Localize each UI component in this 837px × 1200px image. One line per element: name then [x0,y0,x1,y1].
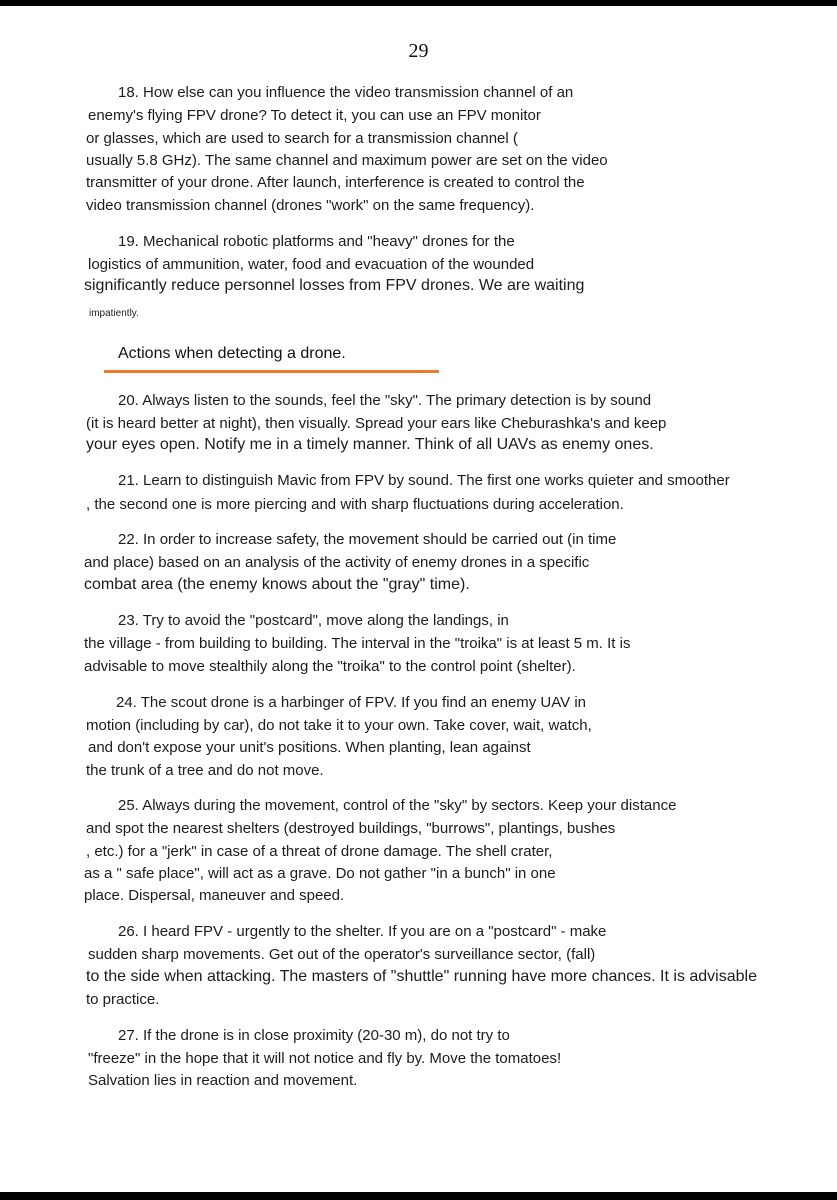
section-heading: Actions when detecting a drone. [118,345,346,362]
p18-line-6: video transmission channel (drones "work" on the same frequency). [86,197,535,214]
p18-line-1: 18. How else can you influence the video transmission channel of an [118,84,574,101]
p26-line-2: sudden sharp movements. Get out of the operator's surveillance sector, (fall) [88,946,596,963]
p25-line-1: 25. Always during the movement, control of the "sky" by sectors. Keep your distance [118,797,677,814]
p21-line-1: 21. Learn to distinguish Mavic from FPV by sound. The first one works quieter and smoother [118,472,730,489]
p21-line-2: , the second one is more piercing and with sharp fluctuations during acceleration. [86,496,624,513]
p26-line-4: to practice. [86,991,160,1008]
p23-line-3: advisable to move stealthily along the "troika" to the control point (shelter). [84,658,576,675]
p18-line-4: usually 5.8 GHz). The same channel and maximum power are set on the video [86,152,608,169]
p25-line-4: as a " safe place", will act as a grave. Do not gather "in a bunch" in one [84,865,556,882]
p19-line-3: significantly reduce personnel losses from FPV drones. We are waiting [84,277,585,294]
p23-line-1: 23. Try to avoid the "postcard", move along the landings, in [118,612,509,629]
p25-line-2: and spot the nearest shelters (destroyed buildings, "burrows", plantings, bushes [86,820,616,837]
p24-line-3: and don't expose your unit's positions. When planting, lean against [88,739,531,756]
page-number: 29 [408,40,429,62]
p24-line-1: 24. The scout drone is a harbinger of FPV. If you find an enemy UAV in [116,694,586,711]
p27-line-1: 27. If the drone is in close proximity (20-30 m), do not try to [118,1027,510,1044]
heading-underline [104,370,439,373]
p20-line-3: your eyes open. Notify me in a timely manner. Think of all UAVs as enemy ones. [86,436,654,453]
p22-line-2: and place) based on an analysis of the activity of enemy drones in a specific [84,554,590,571]
p22-line-1: 22. In order to increase safety, the movement should be carried out (in time [118,531,617,548]
p27-line-2: "freeze" in the hope that it will not notice and fly by. Move the tomatoes! [88,1050,562,1067]
p23-line-2: the village - from building to building. The interval in the "troika" is at least 5 m. It is [84,635,631,652]
p19-line-2: logistics of ammunition, water, food and evacuation of the wounded [88,256,535,273]
p26-line-3: to the side when attacking. The masters of "shuttle" running have more chances. It is advisable [86,968,757,985]
p27-line-3: Salvation lies in reaction and movement. [88,1072,358,1089]
p20-line-2: (it is heard better at night), then visually. Spread your ears like Cheburashka's and keep [86,415,667,432]
p18-line-3: or glasses, which are used to search for a transmission channel ( [86,130,518,147]
p18-line-2: enemy's flying FPV drone? To detect it, you can use an FPV monitor [88,107,541,124]
p24-line-4: the trunk of a tree and do not move. [86,762,324,779]
p25-line-5: place. Dispersal, maneuver and speed. [84,887,345,904]
p20-line-1: 20. Always listen to the sounds, feel the "sky". The primary detection is by sound [118,392,652,409]
p19-line-4: impatiently. [89,308,139,319]
p24-line-2: motion (including by car), do not take it to your own. Take cover, wait, watch, [86,717,592,734]
p25-line-3: , etc.) for a "jerk" in case of a threat of drone damage. The shell crater, [86,843,553,860]
p18-line-5: transmitter of your drone. After launch, interference is created to control the [86,174,585,191]
p19-line-1: 19. Mechanical robotic platforms and "heavy" drones for the [118,233,515,250]
p26-line-1: 26. I heard FPV - urgently to the shelter. If you are on a "postcard" - make [118,923,607,940]
p22-line-3: combat area (the enemy knows about the "gray" time). [84,576,470,593]
document-page [0,6,837,1192]
